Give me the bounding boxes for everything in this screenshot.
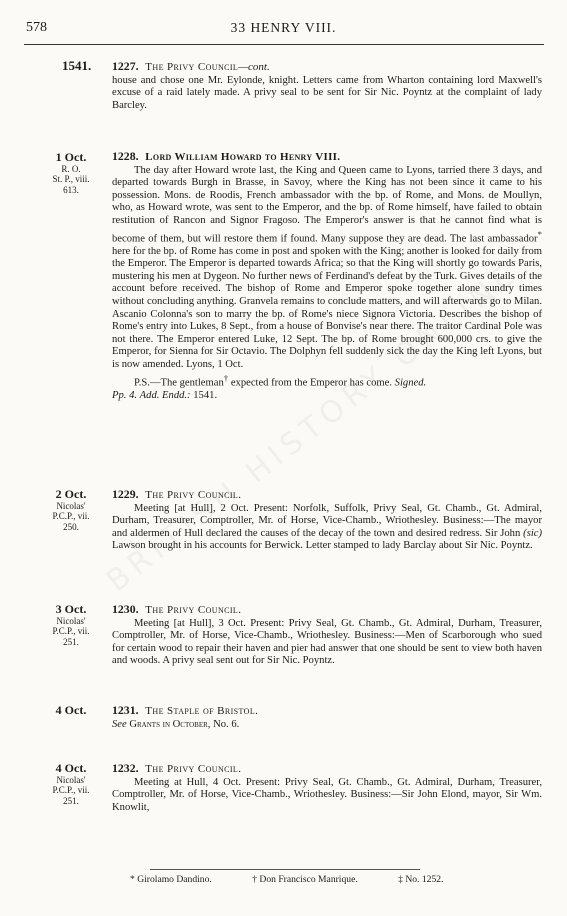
margin-source: Nicolas'	[56, 500, 86, 511]
entry-number: 1227.	[112, 59, 139, 73]
entry-number: 1232.	[112, 761, 139, 775]
entry-1227	[112, 60, 542, 112]
margin-note-1231	[40, 705, 102, 717]
footnote: ‡ No. 1252.	[398, 874, 444, 885]
entry-title	[112, 150, 542, 164]
margin-note-1230	[40, 604, 102, 647]
entry-heading: Lord William Howard to Henry VIII.	[145, 151, 341, 163]
footnote-rule	[150, 869, 420, 870]
margin-note-1228	[40, 152, 102, 195]
margin-source: Nicolas'	[56, 774, 86, 785]
header-rule	[24, 44, 544, 45]
margin-source: P.C.P., vii.	[52, 626, 90, 636]
footnote-mark: *	[537, 228, 542, 239]
footnote-mark: †	[223, 372, 229, 383]
margin-note-1229	[40, 489, 102, 532]
footnote: † Don Francisco Manrique.	[252, 874, 358, 885]
entry-heading: The Privy Council.	[145, 489, 242, 501]
margin-source: St. P., viii.	[52, 174, 90, 184]
entry-title	[112, 762, 542, 776]
margin-date: 3 Oct.	[55, 602, 87, 616]
footnote: * Girolamo Dandino.	[130, 874, 212, 885]
year-label: 1541.	[62, 58, 92, 73]
entry-1231	[112, 704, 542, 731]
entry-postscript: P.S.—The gentleman† expected from the Emperor has come. Signed.	[134, 372, 427, 389]
page-number: 578	[26, 20, 47, 35]
margin-date: 2 Oct.	[55, 487, 87, 501]
entry-body: The day after Howard wrote last, the King and Queen came to Lyons, tarried there 3 days, and departed towards Burgh in Brasse, in Savoy, where the King has not been since it came to his possession. Mons. de Roodis, French ambassador with the bp. of Rome, and Mons. de Moullyn, who, as Howard wrote, was sent to the Emperor, and the bp. of Rome himself, have failed to obtain restitution of Rancon and Signor Fragoso. The Emperor's answer is that he cannot find what is become of them, but will restore them if found. Many suppose they are dead. The last ambassador* here for the bp. of Rome has come in post and spoken with the King; another is looked for daily from the Emperor. The Emperor is departed towards Africa; so that the King will shortly go towards Paris, mustering his men at Dygeon. No further news of Ferdinand's defeat by the Turk. Gives details of the account before received. The bishop of Rome and Emperor spoke together alone sundry times without concluding anything. Granvela remains to conclude matters, and will afterwards go to Milan. Ascanio Colonna's son to marry the bp. of Rome's niece Signora Victoria. Describes the bishop of Rome's entry into Lukes, 8 Sept., from a house of Bonvise's near there. The traitor Cardinal Pole was not there. The Emperor entered Luke, 12 Sept. The bp. of Rome brought 600,000 crs. to give the Emperor, for Sienna for Sir Octavio. The Dolphyn fell suddenly sick the day the King left Lyons, but is now amended. Lyons, 1 Oct.	[112, 164, 542, 371]
margin-source: 250.	[63, 521, 79, 532]
entry-1228	[112, 150, 542, 402]
margin-source: P.C.P., vii.	[52, 785, 90, 795]
entry-number: 1231.	[112, 703, 139, 717]
entry-heading: The Privy Council	[145, 61, 239, 73]
footnotes	[130, 874, 550, 885]
page-header	[0, 20, 567, 42]
entry-heading: The Privy Council.	[145, 604, 242, 616]
entry-number: 1229.	[112, 487, 139, 501]
margin-source: P.C.P., vii.	[52, 511, 90, 521]
entry-body: Meeting at Hull, 4 Oct. Present: Privy Seal, Gt. Chamb., Gt. Admiral, Durham, Treasurer, Comptroller, Mr. of Horse, Vice-Chamb., Wriothesley. Business:—Sir John Elond, mayor, Sir Wm. Knowlit,	[112, 776, 542, 813]
entry-1229	[112, 488, 542, 553]
signed-note: Signed.	[394, 377, 427, 389]
margin-source: 251.	[63, 636, 79, 647]
margin-source: R. O.	[61, 163, 81, 174]
entry-title	[112, 488, 542, 502]
margin-source: 251.	[63, 795, 79, 806]
entry-heading-cont: —cont.	[238, 61, 270, 73]
entry-1232	[112, 762, 542, 814]
entry-title	[112, 704, 542, 718]
entry-number: 1228.	[112, 149, 139, 163]
entry-number: 1230.	[112, 602, 139, 616]
entry-physical-description: Pp. 4. Add. Endd.: 1541.	[112, 389, 218, 401]
entry-body: Meeting [at Hull], 2 Oct. Present: Norfolk, Suffolk, Privy Seal, Gt. Chamb., Gt. Admiral, Durham, Treasurer, Comptroller, Mr. of Horse, Vice-Chamb., Wriothesley. Business:—The mayor and aldermen of Hull declared the causes of the decay of the town and desired redress. Sir John (sic) Lawson brought in his accounts for Berwick. Letter stamped to lady Barclay about Sir Nic. Poyntz.	[112, 502, 542, 552]
margin-date: 4 Oct.	[55, 703, 87, 717]
margin-source: 613.	[63, 184, 79, 195]
running-head: 33 HENRY VIII.	[230, 20, 337, 35]
entry-body: house and chose one Mr. Eylonde, knight. Letters came from Wharton containing lord Maxwell's excuse of a raid lately made. A privy seal to be sent for Sir Nic. Poyntz at the complaint of lady Barcley.	[112, 74, 542, 111]
margin-note-1232	[40, 763, 102, 806]
margin-source: Nicolas'	[56, 615, 86, 626]
entry-title	[112, 603, 542, 617]
cross-reference: See Grants in October, No. 6.	[112, 718, 240, 730]
entry-heading: The Privy Council.	[145, 763, 242, 775]
entry-title	[112, 60, 542, 74]
entry-body: Meeting [at Hull], 3 Oct. Present: Privy Seal, Gt. Chamb., Gt. Admiral, Durham, Treasurer, Comptroller, Mr. of Horse, Vice-Chamb., Wriothesley. Business:—Men of Scarborough who sued for certain wood to repair their haven and pier had answer that one should be sent to view both haven and woods. A privy seal sent out for Sir Nic. Poyntz.	[112, 617, 542, 667]
margin-date: 1 Oct.	[55, 150, 87, 164]
margin-date: 4 Oct.	[55, 761, 87, 775]
entry-1230	[112, 603, 542, 668]
entry-heading: The Staple of Bristol.	[145, 705, 259, 717]
